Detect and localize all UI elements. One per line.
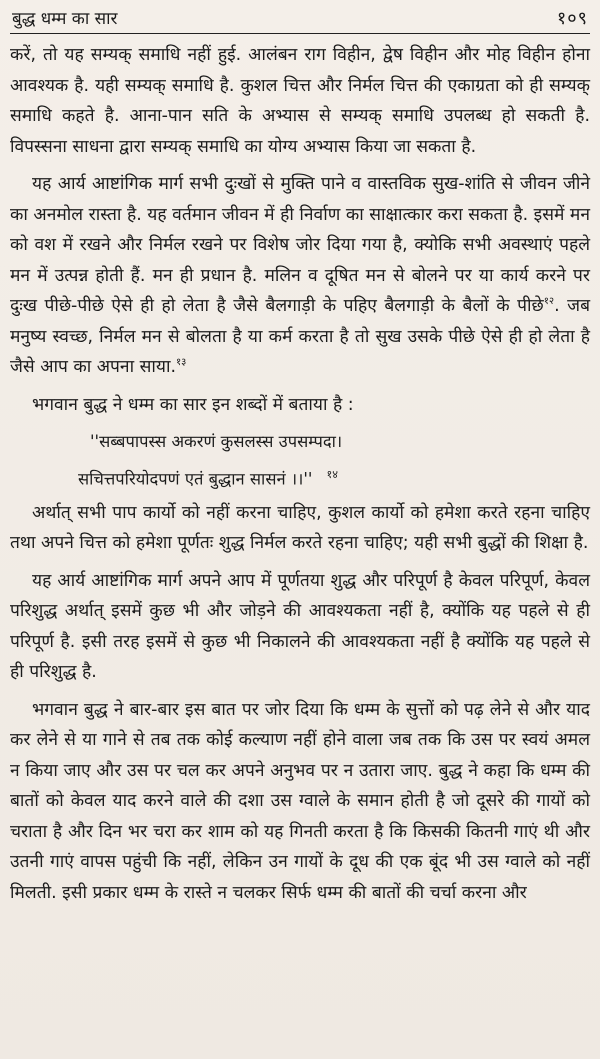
paragraph-2-text-b: . जब मनुष्य स्वच्छ, निर्मल मन से बोलता है या कर्म करता है तो सुख उसके पीछे ऐसे ही हो लेता है जैसे आप का अपना साया. — [10, 296, 590, 377]
book-title: बुद्ध धम्म का सार — [12, 9, 118, 29]
verse-line-2 — [10, 460, 590, 495]
paragraph-1: करें, तो यह सम्यक् समाधि नहीं हुई. आलंबन राग विहीन, द्वेष विहीन और मोह विहीन होना आवश्यक है. यही सम्यक् समाधि है. कुशल चित्त और निर्मल चित्त की एकाग्रता को ही सम्यक् समाधि कहते है. आना-पान सति के अभ्यास से सम्यक् समाधि उपलब्ध हो सकती है. विपस्सना साधना द्वारा सम्यक् समाधि का योग्य अभ्यास किया जा सकता है. — [10, 45, 590, 157]
footnote-ref-13: १३ — [175, 357, 187, 369]
paragraph-4: अर्थात् सभी पाप कार्यो को नहीं करना चाहिए, कुशल कार्यो को हमेशा करते रहना चाहिए तथा अपने चित्त को हमेशा पूर्णतः शुद्ध निर्मल करते रहना चाहिए; यही सभी बुद्धों की शिक्षा है. — [10, 502, 590, 553]
footnote-ref-12: १२ — [543, 296, 555, 308]
paragraph-5: यह आर्य आष्टांगिक मार्ग अपने आप में पूर्णतया शुद्ध और परिपूर्ण है केवल परिपूर्ण, केवल परिशुद्ध अर्थात् इसमें कुछ भी और जोड़ने की आवश्यकता नहीं है, क्योंकि यह पहले से ही परिपूर्ण है. इसी तरह इसमें से कुछ भी निकालने की आवश्यकता नहीं है क्योंकि यह पहले से ही परिशुद्ध है. — [10, 570, 590, 682]
running-header — [10, 8, 590, 34]
paragraph-3: भगवान बुद्ध ने धम्म का सार इन शब्दों में बताया है : — [32, 394, 354, 415]
paragraph-2 — [10, 169, 590, 383]
verse-line-1: ''सब्बपापस्स अकरणं कुसलस्स उपसम्पदा। — [90, 432, 343, 451]
verse-line-2-text: सचित्तपरियोदपणं एतं बुद्धान सासनं ।।'' — [78, 469, 313, 489]
footnote-ref-14: १४ — [326, 468, 338, 481]
paragraph-6: भगवान बुद्ध ने बार-बार इस बात पर जोर दिया कि धम्म के सुत्तों को पढ़ लेने से और याद कर लेने से या गाने से तब तक कोई कल्याण नहीं होने वाला जब तक कि उस पर स्वयं अमल न किया जाए और उस पर चल कर अपने अनुभव पर न उतारा जाए. बुद्ध ने कहा कि धम्म की बातों को केवल याद करने वाले की दशा उस ग्वाले के समान होती है जो दूसरे की गायों को चराता है और दिन भर चरा कर शाम को यह गिनती करता है कि किसकी कितनी गाएं थी और उतनी गाएं वापस पहुंची कि नहीं, लेकिन उन गायों के दूध की एक बूंद भी उस ग्वाले को नहीं मिलती. इसी प्रकार धम्म के रास्ते न चलकर सिर्फ धम्म की बातों की चर्चा करना और — [10, 699, 590, 903]
page-body — [10, 40, 590, 908]
paragraph-2-text-a: यह आर्य आष्टांगिक मार्ग सभी दुःखों से मुक्ति पाने व वास्तविक सुख-शांति से जीवन जीने का अनमोल रास्ता है. यह वर्तमान जीवन में ही निर्वाण का साक्षात्कार करा सकता है. इसमें मन को वश में रखने और निर्मल रखने पर विशेष जोर दिया गया है, क्योकि सभी अवस्थाएं पहले मन में उत्पन्न होती हैं. मन ही प्रधान है. मलिन व दूषित मन से बोलने पर या कार्य करने पर दुःख पीछे-पीछे ऐसे ही हो लेता है जैसे बैलगाड़ी के पहिए बैलगाड़ी के बैलों के पीछे — [10, 174, 590, 316]
page-number: १०९ — [556, 8, 588, 29]
